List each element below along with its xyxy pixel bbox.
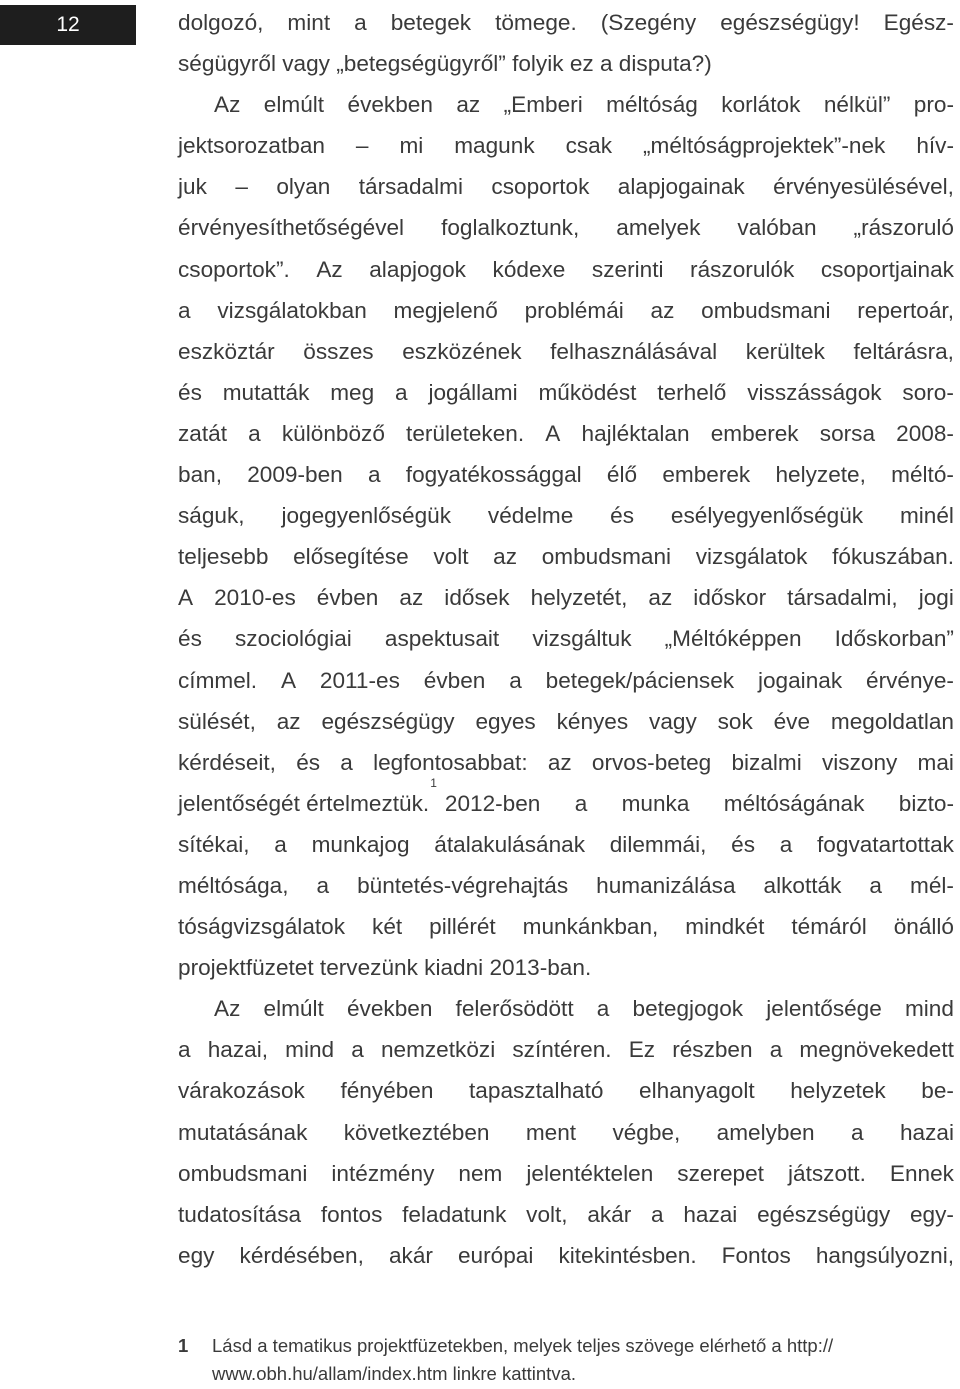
word: a <box>178 297 191 323</box>
text-line <box>178 701 954 742</box>
word: társadalmi, <box>787 585 898 611</box>
word: kódexe <box>492 256 566 282</box>
word: Ennek <box>889 1160 954 1186</box>
word: helyzete, <box>775 462 866 488</box>
word: intézmény <box>331 1160 435 1186</box>
word: bizalmi <box>731 749 802 775</box>
word: és <box>178 626 202 652</box>
word: a <box>354 10 367 35</box>
word: mél- <box>910 872 954 898</box>
word: érvénye- <box>866 667 954 693</box>
text-line: ségügyről vagy „betegségügyről” folyik ez a disputa?) <box>178 51 712 77</box>
word: 2011-es <box>319 667 400 693</box>
text-line <box>178 495 954 536</box>
word: eszközének <box>402 338 522 364</box>
word: felhasználásával <box>550 338 718 364</box>
word: különböző <box>281 420 385 446</box>
word: tapasztalható <box>469 1078 604 1104</box>
word: részben <box>672 1037 753 1063</box>
word: játszott. <box>788 1160 866 1186</box>
footnote <box>178 1332 954 1388</box>
word: és <box>731 831 756 857</box>
word: címmel. <box>178 667 258 693</box>
word: – <box>235 174 248 200</box>
word: minél <box>899 503 954 529</box>
word: csoportok <box>491 174 590 200</box>
word: sorsa <box>819 420 876 446</box>
text-line <box>178 660 954 701</box>
word: teljesebb <box>178 544 269 570</box>
word: 2009-ben <box>247 462 343 488</box>
word: szerepet <box>677 1160 764 1186</box>
text-segment: jelentőségét értelmeztük. <box>178 790 430 816</box>
word: az <box>493 544 518 570</box>
word: vizsgálatok <box>695 544 808 570</box>
word: jogi <box>918 585 954 611</box>
word: egészségügy! <box>720 10 860 35</box>
word: olyan <box>276 174 331 200</box>
word: és <box>296 749 321 775</box>
word: problémái <box>524 297 624 323</box>
word: fogvatartottak <box>817 831 954 857</box>
word: terhelő <box>657 379 727 405</box>
word: évben <box>423 667 486 693</box>
word: védelme <box>487 503 574 529</box>
word: Az <box>316 256 343 282</box>
word: 2008- <box>896 420 954 446</box>
word: volt <box>433 544 469 570</box>
word: alkották <box>763 872 842 898</box>
word: eszköztár <box>178 338 275 364</box>
word: érvényesülésével, <box>773 174 954 200</box>
word: elősegítése <box>293 544 409 570</box>
word: helyzetét, <box>530 585 628 611</box>
word: kérdésében, <box>239 1242 364 1268</box>
word: a <box>340 749 353 775</box>
footnote-text: Lásd a tematikus projektfüzetekben, melyek teljes szövege elérhető a http:// <box>212 1335 834 1356</box>
word: meg <box>330 379 375 405</box>
word: méltóságának <box>723 790 865 816</box>
word: méltósága, <box>178 872 289 898</box>
word: „rászoruló <box>853 215 954 241</box>
word: jogegyenlőségük <box>281 503 452 529</box>
word: sok <box>717 708 753 734</box>
word: egy- <box>909 1201 954 1227</box>
page-number: 12 <box>0 5 136 45</box>
word: tóságvizsgálatok <box>178 914 346 940</box>
text-line: projektfüzetet tervezünk kiadni 2013-ban. <box>178 955 592 981</box>
word: feltárásra, <box>853 338 954 364</box>
word: emberek <box>662 462 751 488</box>
word: a <box>509 667 522 693</box>
text-line <box>178 1235 954 1276</box>
word: a <box>274 831 287 857</box>
word: ombudsmani <box>701 297 831 323</box>
word: elhanyagolt <box>639 1078 755 1104</box>
word: összes <box>303 338 374 364</box>
word: „Méltóképpen <box>664 626 802 652</box>
word: orvos-beteg <box>591 749 712 775</box>
word: „Emberi <box>503 92 583 118</box>
word: munka <box>621 790 690 816</box>
text-line <box>178 249 954 290</box>
word: mint <box>287 10 331 35</box>
word: ment <box>525 1119 577 1145</box>
word: dolgozó, <box>178 10 264 35</box>
word: Fontos <box>721 1242 791 1268</box>
word: elmúlt <box>263 996 324 1022</box>
word: jogállami <box>428 379 518 405</box>
word: vizsgálatokban <box>217 297 367 323</box>
word: kényes <box>556 708 629 734</box>
word: helyzetek <box>790 1078 886 1104</box>
word: az <box>547 749 572 775</box>
text-line <box>178 372 954 413</box>
word: felerősödött <box>455 996 574 1022</box>
word: büntetés-végrehajtás <box>357 872 569 898</box>
footnote-number: 1 <box>178 1335 189 1356</box>
word: vagy <box>649 708 697 734</box>
word: várakozások <box>178 1078 305 1104</box>
word: mutatták <box>222 379 310 405</box>
word: a <box>769 1037 783 1063</box>
word: jelentősége <box>766 996 882 1022</box>
text-line <box>178 166 954 207</box>
word: színtéren. <box>512 1037 612 1063</box>
text-line <box>178 1112 954 1153</box>
word: egészségügy <box>321 708 455 734</box>
word: Egész- <box>883 10 954 35</box>
word: a <box>851 1119 864 1145</box>
text-line <box>178 331 954 372</box>
word: és <box>610 503 635 529</box>
word: mutatásának <box>178 1119 308 1145</box>
word: az <box>456 92 481 118</box>
word: és <box>178 379 202 405</box>
word: ságuk, <box>178 503 245 529</box>
word: a <box>574 790 588 816</box>
word: betegjogok <box>632 996 744 1022</box>
word: következtében <box>343 1119 490 1145</box>
text-line <box>178 2 954 43</box>
word: amelyben <box>716 1119 815 1145</box>
footnote-reference: 1 <box>430 775 437 790</box>
word: amelyek <box>616 215 701 241</box>
word: tömege. <box>495 10 577 35</box>
word: „méltóságprojektek”-nek <box>643 133 886 159</box>
word: szociológiai <box>234 626 352 652</box>
word: működést <box>538 379 637 405</box>
word: kitekintésben. <box>558 1242 697 1268</box>
word: fényében <box>340 1078 434 1104</box>
word: – <box>355 133 369 159</box>
text-line <box>178 1029 954 1070</box>
word: mind <box>285 1037 335 1063</box>
word: nemzetközi <box>380 1037 496 1063</box>
word: aspektusait <box>384 626 500 652</box>
word: munkánkban, <box>522 914 659 940</box>
word: jogainak <box>757 667 843 693</box>
word: elmúlt <box>263 92 325 118</box>
word: időskor <box>693 585 767 611</box>
word: soro- <box>902 379 954 405</box>
word: repertoár, <box>857 297 954 323</box>
word: az <box>399 585 424 611</box>
word: mai <box>917 749 954 775</box>
word: érvényesíthetőségével <box>178 215 405 241</box>
word: hazai <box>899 1119 954 1145</box>
word: betegek <box>390 10 472 35</box>
word: a <box>351 1037 364 1063</box>
word: betegek/páciensek <box>545 667 735 693</box>
word: végbe, <box>612 1119 681 1145</box>
word: hazai <box>683 1201 738 1227</box>
word: be- <box>921 1078 954 1104</box>
word: 2012-ben <box>444 790 541 816</box>
word: években <box>347 92 433 118</box>
word: a <box>395 379 408 405</box>
word: dilemmái, <box>609 831 707 857</box>
word: nem <box>458 1160 503 1186</box>
word: rászorulók <box>690 256 795 282</box>
text-line <box>178 1070 954 1111</box>
word: foglalkoztunk, <box>441 215 580 241</box>
word: alapjogok <box>369 256 466 282</box>
word: kérdéseit, <box>178 749 276 775</box>
word: méltóság <box>606 92 698 118</box>
word: hangsúlyozni, <box>815 1242 954 1268</box>
text-line <box>178 775 954 824</box>
word: éve <box>773 708 811 734</box>
text-line <box>178 413 954 454</box>
word: társadalmi <box>358 174 463 200</box>
word: a <box>869 872 882 898</box>
word: esélyegyenlőségük <box>670 503 864 529</box>
word: Ez <box>628 1037 656 1063</box>
word: valóban <box>737 215 817 241</box>
word: Az <box>214 92 241 118</box>
word: ban, <box>178 462 222 488</box>
word: volt, <box>526 1201 568 1227</box>
word: akár <box>388 1242 433 1268</box>
word: a <box>651 1201 664 1227</box>
word: zatát <box>178 420 227 446</box>
word: évben <box>316 585 379 611</box>
text-line <box>178 454 954 495</box>
word: csoportok”. <box>178 256 290 282</box>
word: korlátok <box>721 92 801 118</box>
word: mindkét <box>685 914 765 940</box>
text-line <box>178 290 954 331</box>
word: az <box>648 585 673 611</box>
word: európai <box>457 1242 534 1268</box>
word: a <box>367 462 381 488</box>
word: fókuszában. <box>832 544 954 570</box>
footnote-line-2 <box>178 1360 954 1388</box>
text-line <box>178 1153 954 1194</box>
word: két <box>372 914 403 940</box>
word: a <box>779 831 793 857</box>
word: A <box>545 420 561 446</box>
text-line <box>178 577 954 618</box>
word: egyes <box>475 708 536 734</box>
text-line <box>178 84 954 125</box>
word: mi <box>399 133 424 159</box>
word: megnövekedett <box>799 1037 954 1063</box>
text-line <box>178 207 954 248</box>
word: megoldatlan <box>830 708 954 734</box>
word: A <box>178 585 194 611</box>
word: juk <box>178 174 207 200</box>
word: emberek <box>710 420 799 446</box>
word: viszony <box>821 749 898 775</box>
word: Időskorban” <box>834 626 954 652</box>
word: visszásságok <box>747 379 882 405</box>
text-line <box>178 988 954 1029</box>
text-line <box>178 742 954 783</box>
text-line <box>178 125 954 166</box>
text-line <box>178 618 954 659</box>
word: pillérét <box>429 914 496 940</box>
word: átalakulásának <box>434 831 586 857</box>
word: fontos <box>320 1201 383 1227</box>
word: jelentéktelen <box>526 1160 654 1186</box>
word: fogyatékossággal <box>405 462 582 488</box>
word: pro- <box>913 92 954 118</box>
word: egészségügy <box>757 1201 891 1227</box>
word: szerinti <box>591 256 664 282</box>
text-line <box>178 865 954 906</box>
word: hazai, <box>207 1037 268 1063</box>
word: jektsorozatban <box>178 133 325 159</box>
text-line <box>178 1194 954 1235</box>
word: sülését, <box>178 708 256 734</box>
word: (Szegény <box>600 10 697 35</box>
word: a <box>316 872 330 898</box>
word: kerültek <box>745 338 825 364</box>
word: a <box>248 420 261 446</box>
text-line <box>178 906 954 947</box>
word: humanizálása <box>596 872 736 898</box>
text-segment <box>437 783 954 824</box>
word: legfontosabbat: <box>373 749 528 775</box>
word: önálló <box>893 914 954 940</box>
word: egy <box>178 1242 215 1268</box>
word: a <box>178 1037 191 1063</box>
word: csak <box>565 133 613 159</box>
word: élő <box>606 462 638 488</box>
word: megjelenő <box>393 297 498 323</box>
word: az <box>650 297 675 323</box>
word: sítékai, <box>178 831 250 857</box>
body-text <box>178 2 954 1276</box>
word: hajléktalan <box>581 420 690 446</box>
word: Az <box>214 996 241 1022</box>
word: méltó- <box>891 462 954 488</box>
text-line <box>178 824 954 865</box>
word: idősek <box>444 585 510 611</box>
footnote-line-1 <box>178 1332 954 1360</box>
word: bizto- <box>898 790 954 816</box>
word: munkajog <box>311 831 410 857</box>
word: ombudsmani <box>178 1160 308 1186</box>
word: az <box>276 708 301 734</box>
word: mind <box>904 996 954 1022</box>
word: nélkül” <box>823 92 891 118</box>
word: A <box>280 667 297 693</box>
word: csoportjainak <box>820 256 954 282</box>
word: hív- <box>916 133 954 159</box>
word: években <box>346 996 433 1022</box>
word: vizsgáltuk <box>532 626 632 652</box>
word: a <box>596 996 610 1022</box>
word: tudatosítása <box>178 1201 302 1227</box>
word: feladatunk <box>402 1201 507 1227</box>
footnote-url-text: www.obh.hu/allam/index.htm linkre kattintva. <box>212 1363 577 1384</box>
word: ombudsmani <box>541 544 672 570</box>
word: témáról <box>791 914 867 940</box>
word: 2010-es <box>214 585 296 611</box>
word: magunk <box>454 133 535 159</box>
text-line <box>178 536 954 577</box>
word: alapjogainak <box>617 174 745 200</box>
word: akár <box>587 1201 632 1227</box>
word: területeken. <box>406 420 525 446</box>
